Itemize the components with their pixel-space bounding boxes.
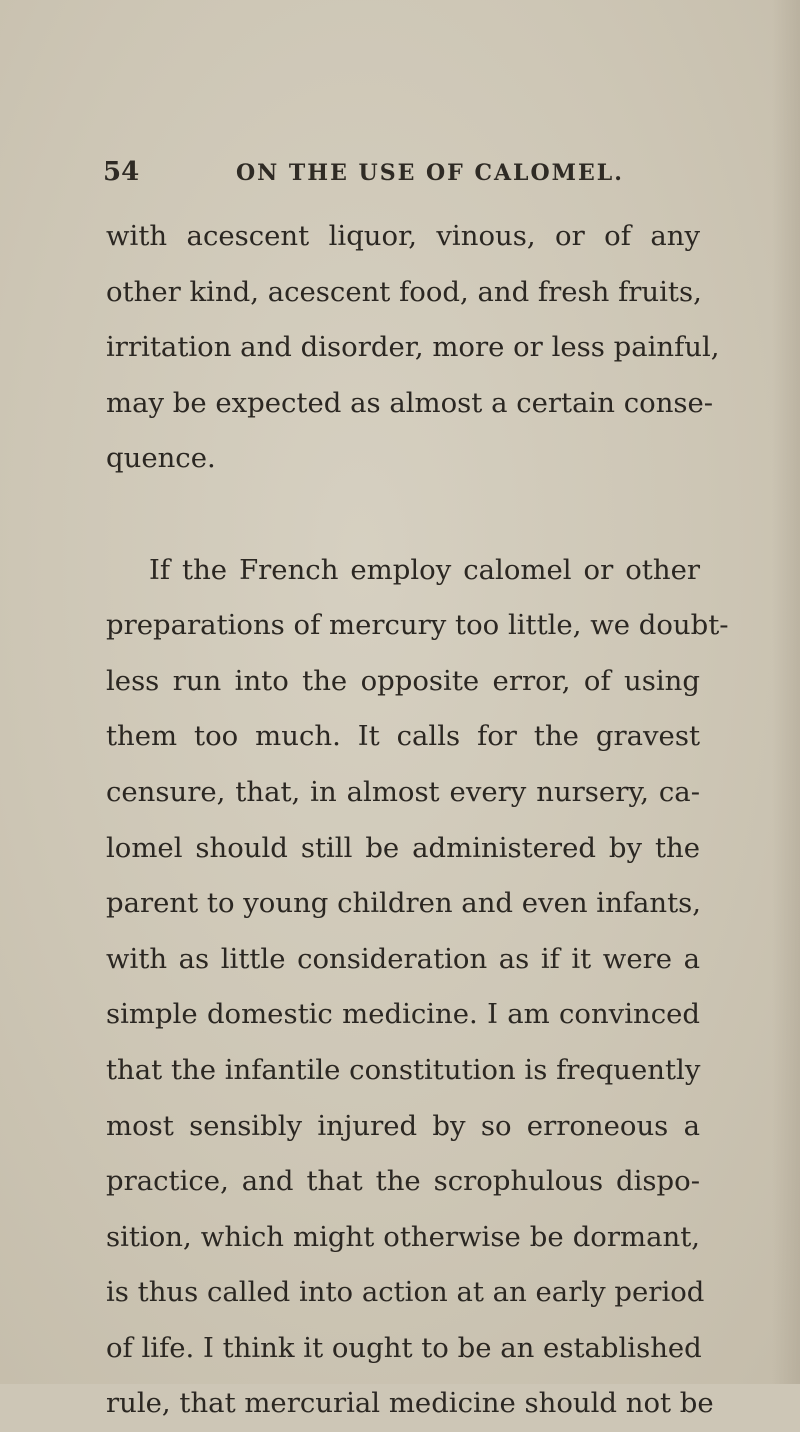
page-number: 54	[103, 157, 140, 187]
text-line: lomel should still be administered by the	[106, 831, 700, 864]
text-line: with acescent liquor, vinous, or of any	[106, 220, 700, 252]
running-head: ON THE USE OF CALOMEL.	[236, 160, 624, 186]
text-line: practice, and that the scrophulous dispo-	[106, 1165, 700, 1198]
paragraph-gap	[106, 487, 700, 543]
text-line: simple domestic medicine. I am convinced	[106, 998, 700, 1031]
text-line: with as little consideration as if it were a	[106, 942, 700, 975]
text-line: may be expected as almost a certain conse-	[106, 386, 714, 419]
text-line: rule, that mercurial medicine should not be	[106, 1387, 714, 1420]
paragraph-2	[106, 543, 729, 1432]
body-text	[106, 209, 729, 1432]
text-line: censure, that, in almost every nursery, ca-	[106, 775, 700, 808]
text-line: irritation and disorder, more or less painful,	[106, 331, 720, 364]
text-line: less run into the opposite error, of using	[106, 664, 700, 697]
text-line: sition, which might otherwise be dormant,	[106, 1220, 700, 1253]
text-line: that the infantile constitution is frequently	[106, 1053, 701, 1086]
text-line: is thus called into action at an early period	[106, 1276, 705, 1309]
text-line: parent to young children and even infants,	[106, 887, 701, 920]
text-line: most sensibly injured by so erroneous a	[106, 1109, 700, 1142]
text-line: of life. I think it ought to be an established	[106, 1331, 702, 1364]
text-line: quence.	[106, 442, 216, 475]
text-line: them too much. It calls for the gravest	[106, 720, 700, 753]
paragraph-1	[106, 209, 720, 487]
page-edge-shadow	[772, 0, 800, 1384]
text-line: preparations of mercury too little, we doubt-	[106, 609, 729, 642]
text-line: If the French employ calomel or other	[149, 553, 700, 586]
text-line: other kind, acescent food, and fresh fruits,	[106, 275, 702, 308]
page-header	[0, 157, 800, 197]
